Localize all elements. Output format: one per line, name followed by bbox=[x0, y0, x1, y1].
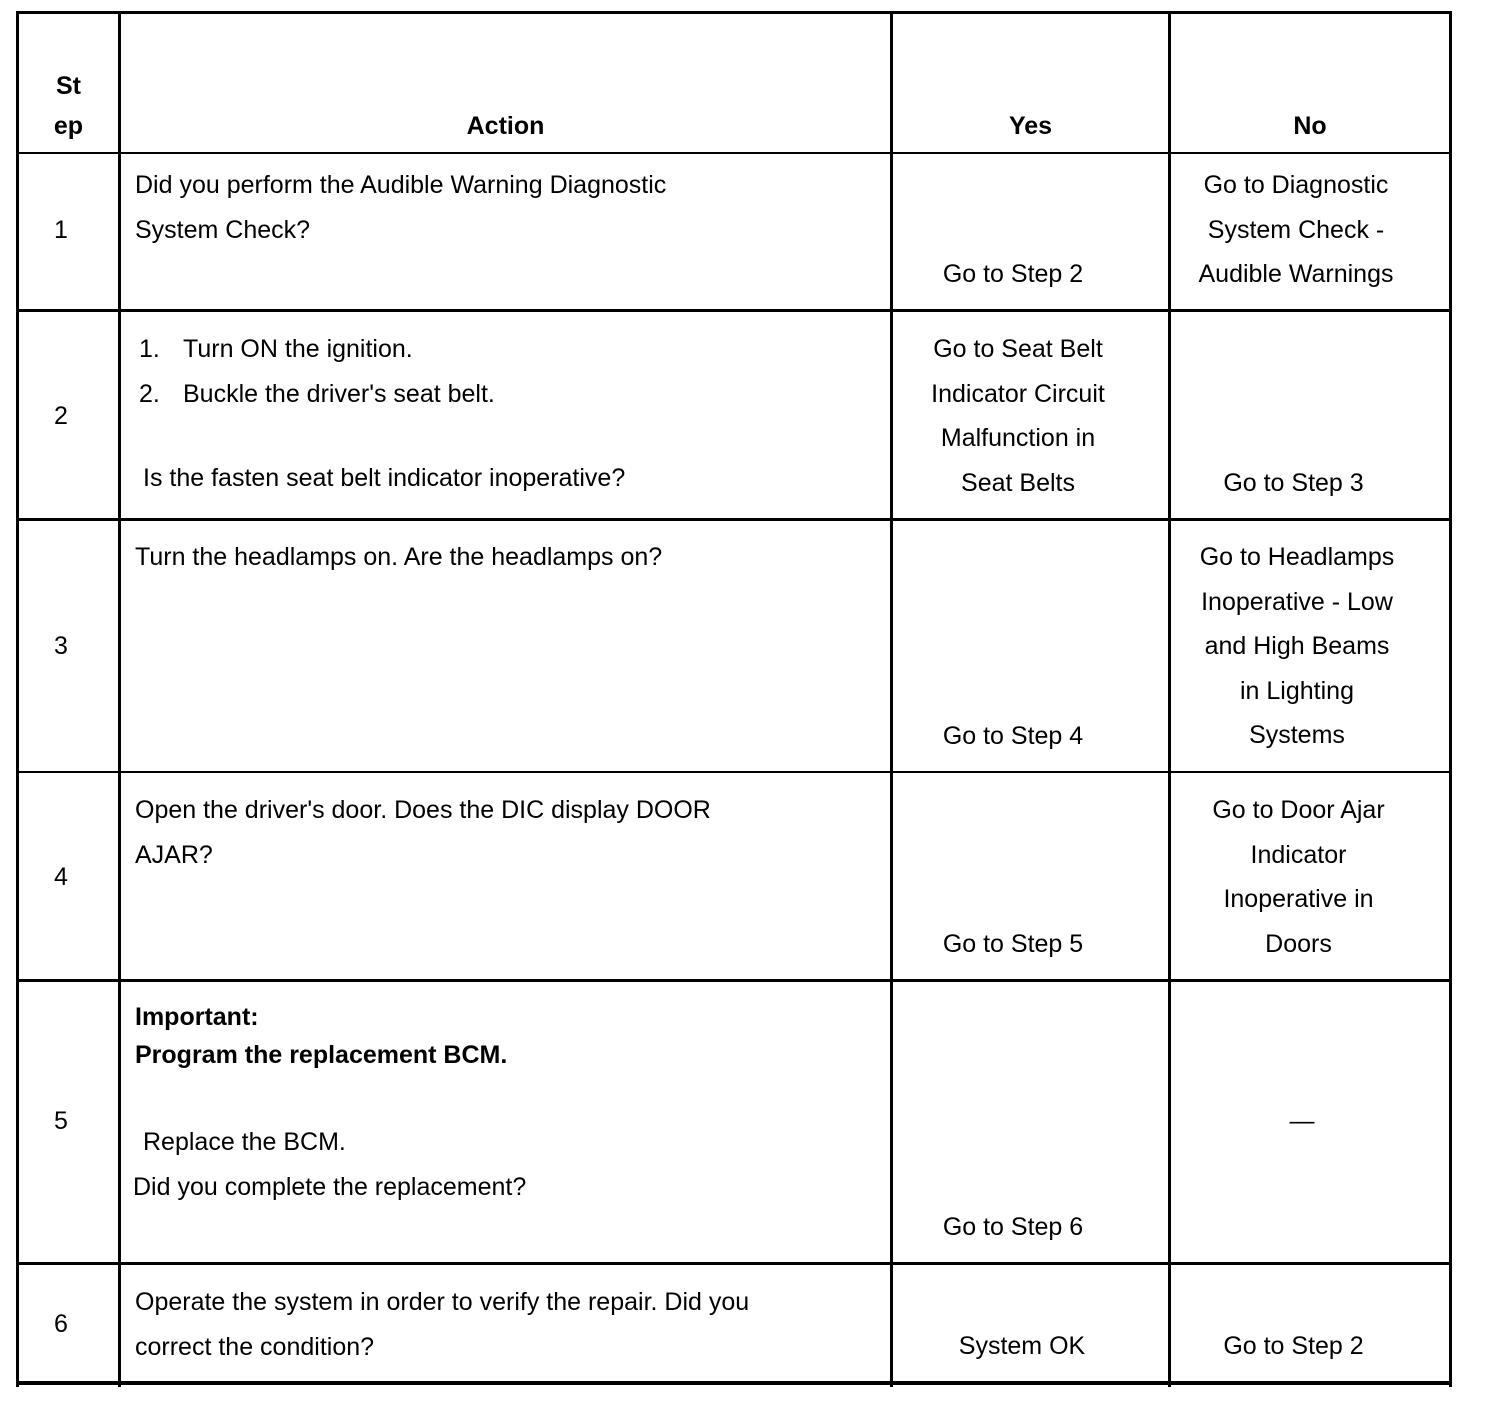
list-item: 1. Turn ON the ignition. bbox=[139, 335, 413, 363]
action-text-4: Open the driver's door. Does the DIC display DOOR AJAR? bbox=[135, 796, 711, 869]
action-text-3: Turn the headlamps on. Are the headlamps on? bbox=[135, 543, 663, 571]
yes-result-3: Go to Step 4 bbox=[942, 722, 1084, 750]
no-result-1: Go to Diagnostic System Check - Audible Warnings bbox=[1198, 171, 1394, 288]
yes-result-4: Go to Step 5 bbox=[942, 930, 1084, 958]
row-divider-3 bbox=[16, 771, 1452, 773]
step-number-1: 1 bbox=[54, 216, 68, 244]
row-divider-1 bbox=[16, 309, 1452, 312]
row-divider-5 bbox=[16, 1262, 1452, 1265]
table-border-bottom bbox=[16, 1381, 1452, 1385]
yes-result-2: Go to Seat Belt Indicator Circuit Malfunction in Seat Belts bbox=[931, 335, 1105, 497]
step-number-5: 5 bbox=[54, 1107, 68, 1135]
action-text-5: Important: Program the replacement BCM. Replace the BCM. Did you complete the replacement? bbox=[135, 998, 875, 1209]
no-result-4: Go to Door Ajar Indicator Inoperative in Doors bbox=[1212, 796, 1385, 958]
table-border-top bbox=[16, 11, 1452, 14]
action-text-1: Did you perform the Audible Warning Diagnostic System Check? bbox=[135, 171, 667, 244]
diagnostic-table bbox=[16, 11, 1452, 1387]
yes-result-5: Go to Step 6 bbox=[942, 1213, 1084, 1241]
header-step bbox=[19, 66, 118, 146]
action-text-2 bbox=[135, 327, 875, 498]
action-text-6: Operate the system in order to verify the repair. Did you correct the condition? bbox=[135, 1288, 750, 1361]
step-number-4: 4 bbox=[54, 863, 68, 891]
important-label: Important: bbox=[135, 1003, 259, 1031]
no-result-3: Go to Headlamps Inoperative - Low and High Beams in Lighting Systems bbox=[1199, 543, 1395, 749]
column-divider-action bbox=[890, 11, 893, 1387]
column-divider-step bbox=[118, 11, 121, 1387]
action-question-2: Is the fasten seat belt indicator inoperative? bbox=[143, 464, 626, 492]
row-divider-header bbox=[16, 152, 1452, 154]
step-number-2: 2 bbox=[54, 402, 68, 430]
header-no: No bbox=[1293, 112, 1327, 140]
step-number-6: 6 bbox=[54, 1310, 68, 1338]
no-result-6: Go to Step 2 bbox=[1223, 1332, 1364, 1360]
header-action: Action bbox=[466, 112, 545, 140]
no-result-5: — bbox=[1289, 1107, 1315, 1135]
yes-result-6: System OK bbox=[958, 1332, 1086, 1360]
table-border-right bbox=[1449, 11, 1452, 1387]
no-result-2: Go to Step 3 bbox=[1223, 469, 1364, 497]
row-divider-4 bbox=[16, 979, 1452, 982]
header-yes: Yes bbox=[1008, 112, 1053, 140]
step-number-3: 3 bbox=[54, 632, 68, 660]
yes-result-1: Go to Step 2 bbox=[942, 260, 1084, 288]
action-steps-list bbox=[135, 327, 875, 416]
list-item: 2. Buckle the driver's seat belt. bbox=[139, 379, 495, 408]
header-step-line2: ep bbox=[53, 112, 84, 140]
header-step-line1: St bbox=[56, 72, 81, 100]
important-text: Program the replacement BCM. bbox=[135, 1041, 508, 1069]
row-divider-2 bbox=[16, 518, 1452, 521]
